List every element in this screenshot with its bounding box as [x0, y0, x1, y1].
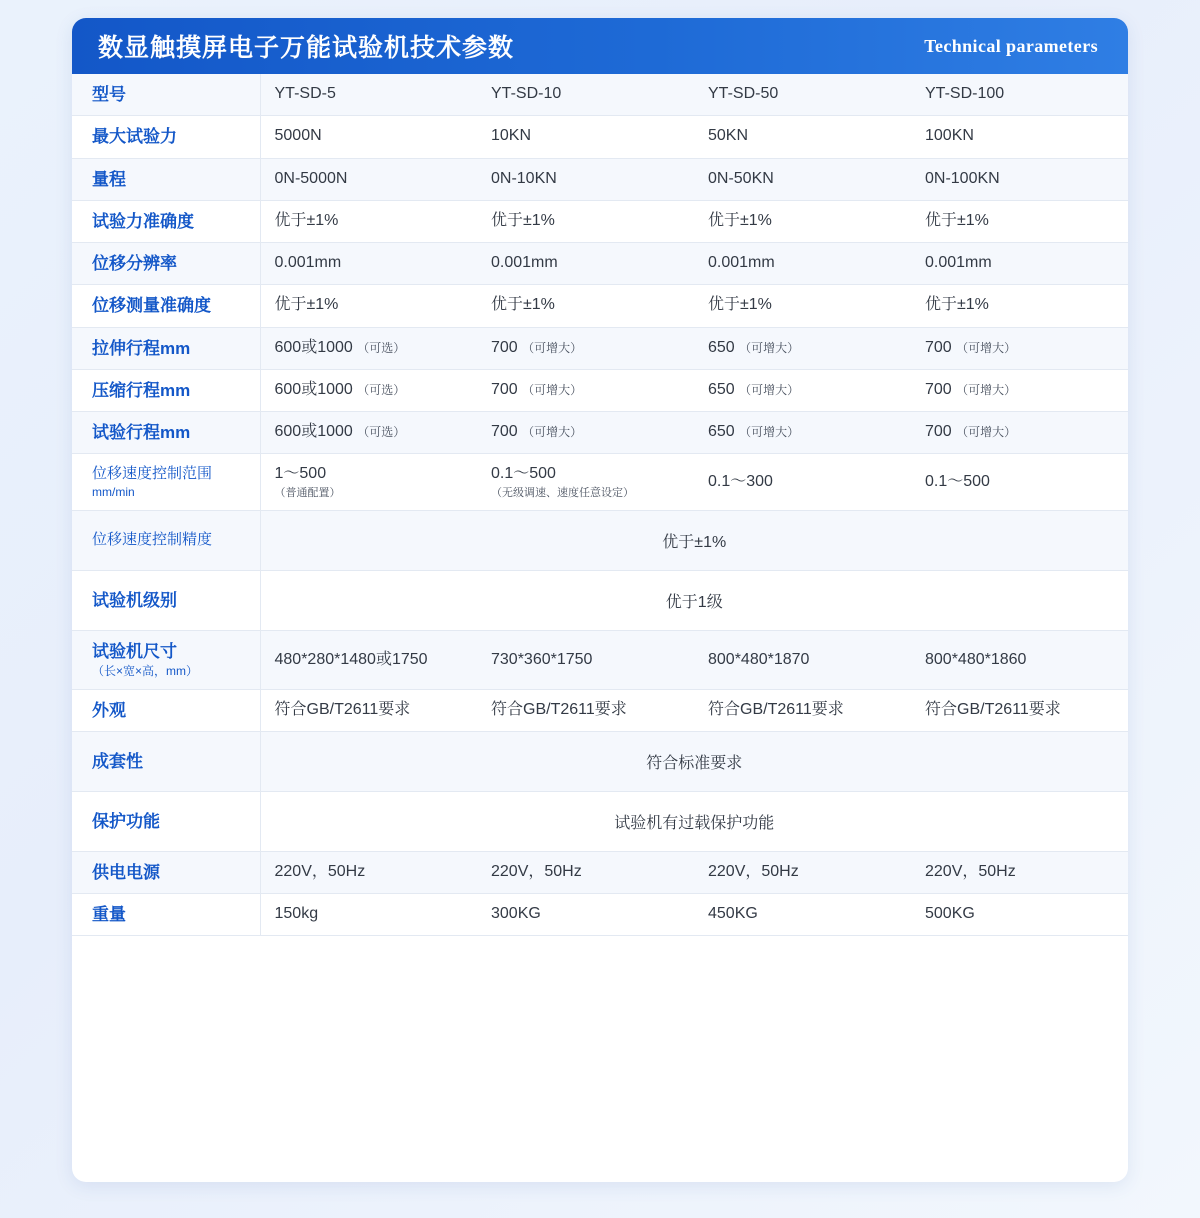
value-main: 0.1～300 — [708, 472, 773, 490]
table-row — [72, 454, 1128, 511]
value-main: YT-SD-10 — [491, 85, 562, 103]
value-note: （可增大） — [739, 340, 800, 355]
row-value — [260, 243, 477, 285]
row-value — [260, 851, 477, 893]
value-main: 50KN — [708, 127, 749, 145]
table-row — [72, 894, 1128, 936]
row-value — [694, 74, 911, 116]
row-value-merged: 优于1级 — [260, 571, 1128, 631]
row-value — [911, 454, 1128, 511]
value-main: 450KG — [708, 905, 758, 923]
row-value — [477, 200, 694, 242]
value-main: 优于±1% — [925, 211, 989, 229]
row-value — [911, 369, 1128, 411]
row-value — [911, 158, 1128, 200]
row-value — [694, 116, 911, 158]
row-value — [260, 454, 477, 511]
row-value — [911, 327, 1128, 369]
table-row — [72, 412, 1128, 454]
value-main: 600或1000 — [274, 338, 353, 356]
value-main: 优于±1% — [708, 296, 772, 314]
row-value — [694, 689, 911, 731]
value-main: 优于±1% — [491, 211, 555, 229]
table-row — [72, 74, 1128, 116]
value-main: 0.001mm — [274, 254, 342, 272]
value-note: （可增大） — [522, 340, 583, 355]
row-value — [477, 454, 694, 511]
value-main: 5000N — [274, 127, 322, 145]
page-title: 数显触摸屏电子万能试验机技术参数 — [98, 34, 515, 62]
row-value — [477, 894, 694, 936]
row-label: 位移分辨率 — [72, 243, 260, 285]
row-value-merged: 优于±1% — [260, 511, 1128, 571]
row-label: 量程 — [72, 158, 260, 200]
value-main: 符合GB/T2611要求 — [708, 700, 844, 718]
row-value — [694, 243, 911, 285]
row-value — [260, 369, 477, 411]
value-note: （可增大） — [956, 425, 1017, 440]
row-value — [477, 631, 694, 689]
value-main: 700 — [925, 380, 952, 398]
row-label: 拉伸行程mm — [72, 327, 260, 369]
value-main: 符合GB/T2611要求 — [925, 700, 1061, 718]
value-subnote: （普通配置） — [274, 487, 341, 500]
value-note: （可选） — [357, 340, 406, 355]
table-row — [72, 511, 1128, 571]
value-main: 220V，50Hz — [708, 863, 799, 881]
row-value — [260, 200, 477, 242]
row-value — [694, 851, 911, 893]
value-main: 0N-100KN — [925, 169, 1000, 187]
value-main: 700 — [925, 338, 952, 356]
value-main: 650 — [708, 338, 735, 356]
value-main: 300KG — [491, 905, 541, 923]
value-note: （可增大） — [522, 382, 583, 397]
value-main: 优于±1% — [491, 296, 555, 314]
page-subtitle: Technical parameters — [924, 35, 1098, 56]
value-main: 0.1～500 — [491, 465, 556, 483]
value-note: （可增大） — [522, 425, 583, 440]
table-row — [72, 689, 1128, 731]
value-note: （可增大） — [956, 340, 1017, 355]
value-subnote: （无级调速、速度任意设定） — [491, 487, 634, 500]
row-value — [477, 74, 694, 116]
row-value — [911, 74, 1128, 116]
value-main: 符合GB/T2611要求 — [491, 700, 627, 718]
row-label: 位移测量准确度 — [72, 285, 260, 327]
row-value — [911, 851, 1128, 893]
value-main: 600或1000 — [274, 380, 353, 398]
value-main: 0.001mm — [925, 254, 992, 272]
spec-card — [72, 18, 1128, 1182]
row-value — [694, 285, 911, 327]
specs-table — [72, 74, 1128, 936]
table-row — [72, 791, 1128, 851]
row-label: 重量 — [72, 894, 260, 936]
value-main: YT-SD-5 — [274, 85, 336, 103]
row-label: 型号 — [72, 74, 260, 116]
row-label: 成套性 — [72, 731, 260, 791]
value-note: （可增大） — [739, 425, 800, 440]
value-main: 800*480*1860 — [925, 650, 1027, 668]
card-header — [72, 18, 1128, 74]
table-row — [72, 243, 1128, 285]
value-main: 100KN — [925, 127, 974, 145]
row-value — [911, 285, 1128, 327]
value-main: 0N-10KN — [491, 169, 557, 187]
row-label: 压缩行程mm — [72, 369, 260, 411]
value-main: 符合GB/T2611要求 — [274, 700, 411, 718]
row-value — [477, 327, 694, 369]
table-row — [72, 116, 1128, 158]
row-value — [260, 894, 477, 936]
table-row — [72, 731, 1128, 791]
row-value — [260, 412, 477, 454]
row-value — [260, 74, 477, 116]
value-main: 650 — [708, 380, 735, 398]
row-value-merged: 符合标准要求 — [260, 731, 1128, 791]
row-value — [694, 412, 911, 454]
value-main: YT-SD-100 — [925, 85, 1005, 103]
table-row — [72, 158, 1128, 200]
value-main: YT-SD-50 — [708, 85, 779, 103]
row-value — [694, 454, 911, 511]
row-value — [260, 285, 477, 327]
table-row — [72, 369, 1128, 411]
value-main: 700 — [491, 380, 518, 398]
value-main: 220V，50Hz — [925, 863, 1016, 881]
row-value — [477, 116, 694, 158]
row-value — [694, 158, 911, 200]
table-row — [72, 631, 1128, 689]
row-label: 位移速度控制精度 — [72, 511, 260, 571]
value-main: 优于±1% — [274, 211, 339, 229]
row-label: 保护功能 — [72, 791, 260, 851]
value-note: （可选） — [357, 382, 406, 397]
value-main: 优于±1% — [925, 296, 989, 314]
row-value — [911, 243, 1128, 285]
value-main: 0.1～500 — [925, 472, 990, 490]
row-label: 试验机尺寸 （长×宽×高，mm） — [72, 631, 260, 689]
row-label: 试验力准确度 — [72, 200, 260, 242]
row-value — [477, 689, 694, 731]
value-main: 600或1000 — [274, 423, 353, 441]
row-value — [477, 285, 694, 327]
value-main: 优于±1% — [274, 296, 339, 314]
row-label: 最大试验力 — [72, 116, 260, 158]
value-main: 700 — [925, 423, 952, 441]
row-label-sub: （长×宽×高，mm） — [92, 663, 199, 678]
value-main: 800*480*1870 — [708, 650, 810, 668]
specs-table-body — [72, 74, 1128, 936]
row-value — [911, 412, 1128, 454]
row-value — [260, 116, 477, 158]
row-label: 供电电源 — [72, 851, 260, 893]
value-main: 730*360*1750 — [491, 650, 593, 668]
row-value — [911, 894, 1128, 936]
value-main: 0N-5000N — [274, 169, 348, 187]
row-value — [477, 158, 694, 200]
value-main: 700 — [491, 338, 518, 356]
value-main: 220V，50Hz — [491, 863, 582, 881]
value-main: 1～500 — [274, 465, 327, 483]
row-value — [911, 200, 1128, 242]
row-value — [694, 200, 911, 242]
row-value — [911, 116, 1128, 158]
value-main: 500KG — [925, 905, 975, 923]
row-value — [260, 631, 477, 689]
value-main: 10KN — [491, 127, 532, 145]
row-value — [694, 369, 911, 411]
row-label: 外观 — [72, 689, 260, 731]
row-value — [260, 327, 477, 369]
row-value — [694, 894, 911, 936]
table-row — [72, 571, 1128, 631]
value-note: （可增大） — [956, 382, 1017, 397]
value-main: 700 — [491, 423, 518, 441]
value-main: 480*280*1480或1750 — [274, 650, 428, 668]
row-value — [911, 631, 1128, 689]
row-label-sub: mm/min — [92, 484, 135, 499]
row-value — [477, 412, 694, 454]
value-note: （可增大） — [739, 382, 800, 397]
row-value — [911, 689, 1128, 731]
value-main: 优于±1% — [708, 211, 772, 229]
value-main: 220V，50Hz — [274, 863, 366, 881]
table-row — [72, 200, 1128, 242]
table-row — [72, 327, 1128, 369]
value-main: 0.001mm — [708, 254, 775, 272]
table-row — [72, 851, 1128, 893]
row-value — [260, 689, 477, 731]
row-label: 位移速度控制范围 mm/min — [72, 454, 260, 511]
row-value — [694, 327, 911, 369]
value-main: 150kg — [274, 905, 319, 923]
value-note: （可选） — [357, 425, 406, 440]
value-main: 0N-50KN — [708, 169, 774, 187]
value-main: 650 — [708, 423, 735, 441]
row-value — [694, 631, 911, 689]
row-value — [260, 158, 477, 200]
row-label: 试验行程mm — [72, 412, 260, 454]
row-label: 试验机级别 — [72, 571, 260, 631]
row-value-merged: 试验机有过载保护功能 — [260, 791, 1128, 851]
table-row — [72, 285, 1128, 327]
row-value — [477, 243, 694, 285]
row-value — [477, 369, 694, 411]
row-value — [477, 851, 694, 893]
value-main: 0.001mm — [491, 254, 558, 272]
